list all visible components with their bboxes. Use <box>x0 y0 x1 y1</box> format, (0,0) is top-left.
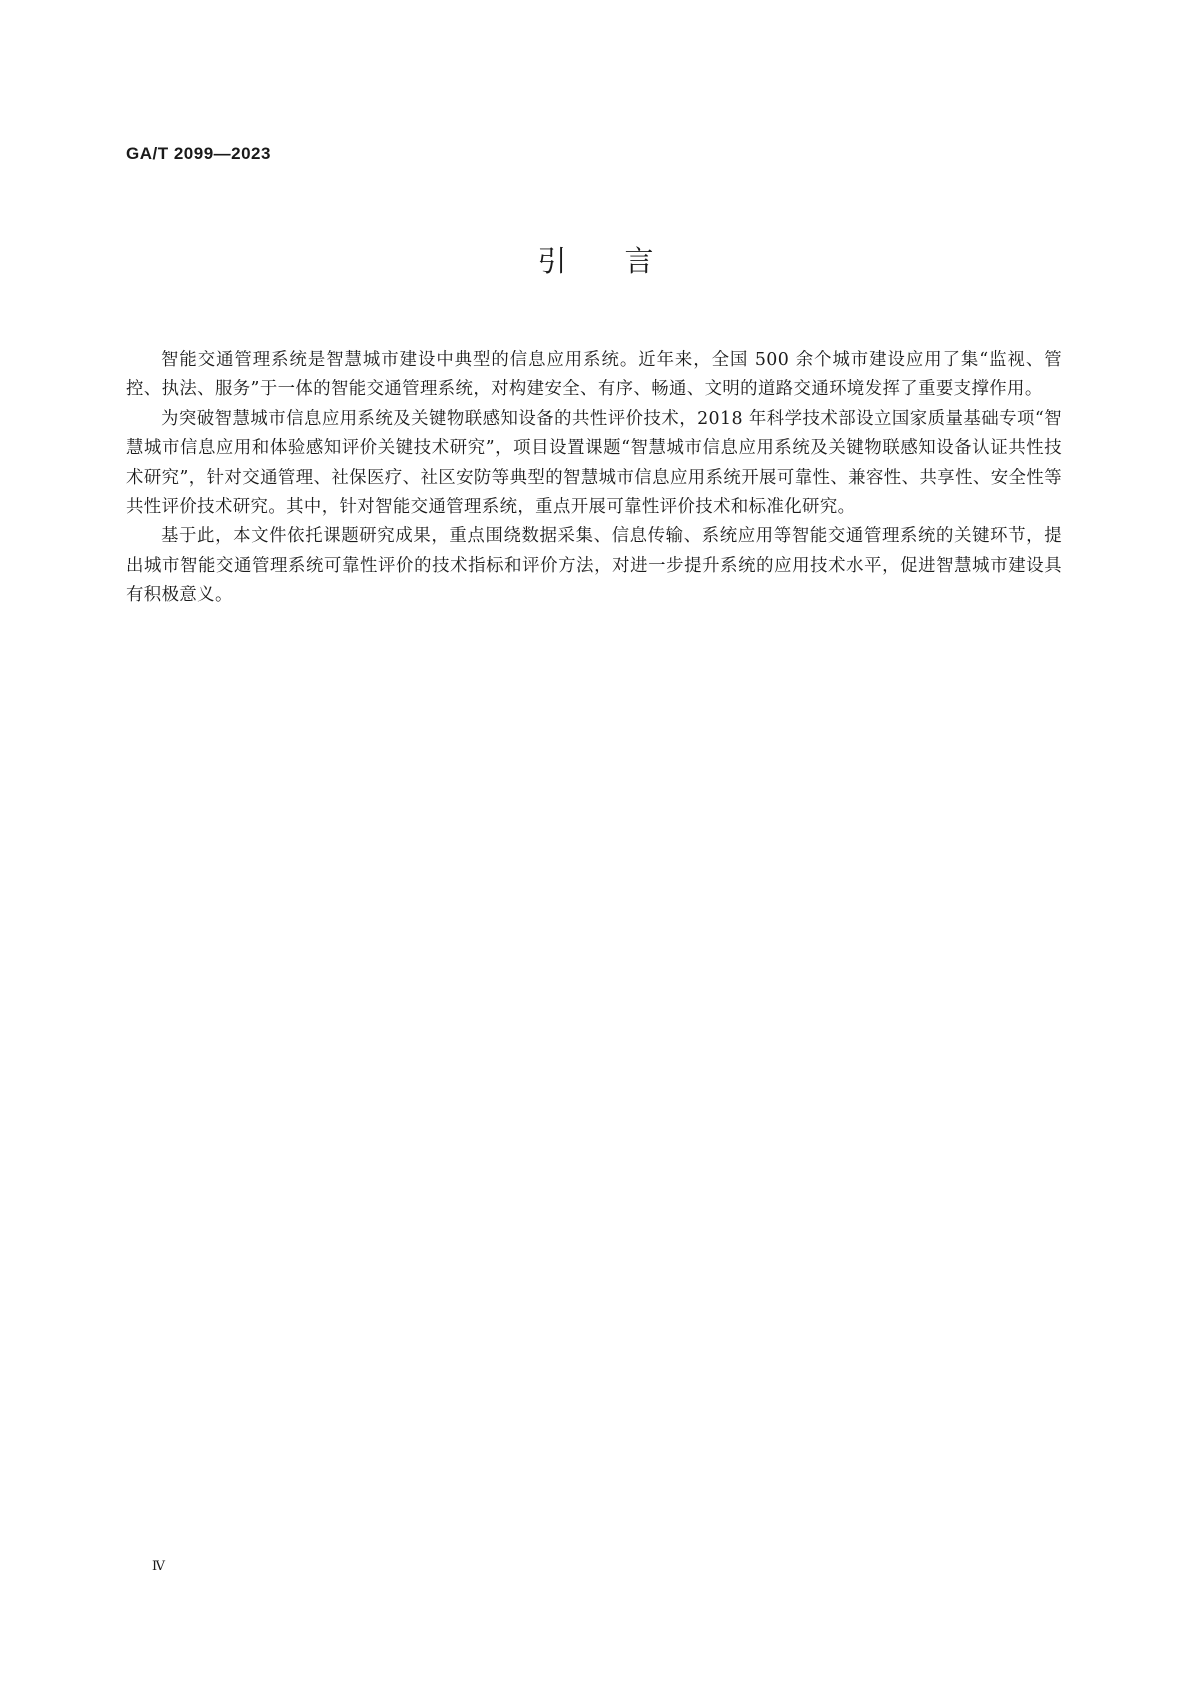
paragraph: 基于此，本文件依托课题研究成果，重点围绕数据采集、信息传输、系统应用等智能交通管理系统的关键环节，提出城市智能交通管理系统可靠性评价的技术指标和评价方法，对进一步提升系统的应用技术水平，促进智慧城市建设具有积极意义。 <box>126 526 1062 606</box>
document-code: GA/T 2099—2023 <box>126 144 271 163</box>
paragraph: 为突破智慧城市信息应用系统及关键物联感知设备的共性评价技术，2018 年科学技术部设立国家质量基础专项“智慧城市信息应用和体验感知评价关键技术研究”，项目设置课题“智慧城市信息应用系统及关键物联感知设备认证共性技术研究”，针对交通管理、社保医疗、社区安防等典型的智慧城市信息应用系统开展可靠性、兼容性、共享性、安全性等共性评价技术研究。其中，针对智能交通管理系统，重点开展可靠性评价技术和标准化研究。 <box>126 408 1062 518</box>
body-text <box>126 346 1062 611</box>
page-number: Ⅳ <box>152 1558 165 1573</box>
section-title: 引言 <box>537 244 712 278</box>
paragraph: 智能交通管理系统是智慧城市建设中典型的信息应用系统。近年来，全国 500 余个城市建设应用了集“监视、管控、执法、服务”于一体的智能交通管理系统，对构建安全、有序、畅通、文明的道路交通环境发挥了重要支撑作用。 <box>126 350 1062 400</box>
